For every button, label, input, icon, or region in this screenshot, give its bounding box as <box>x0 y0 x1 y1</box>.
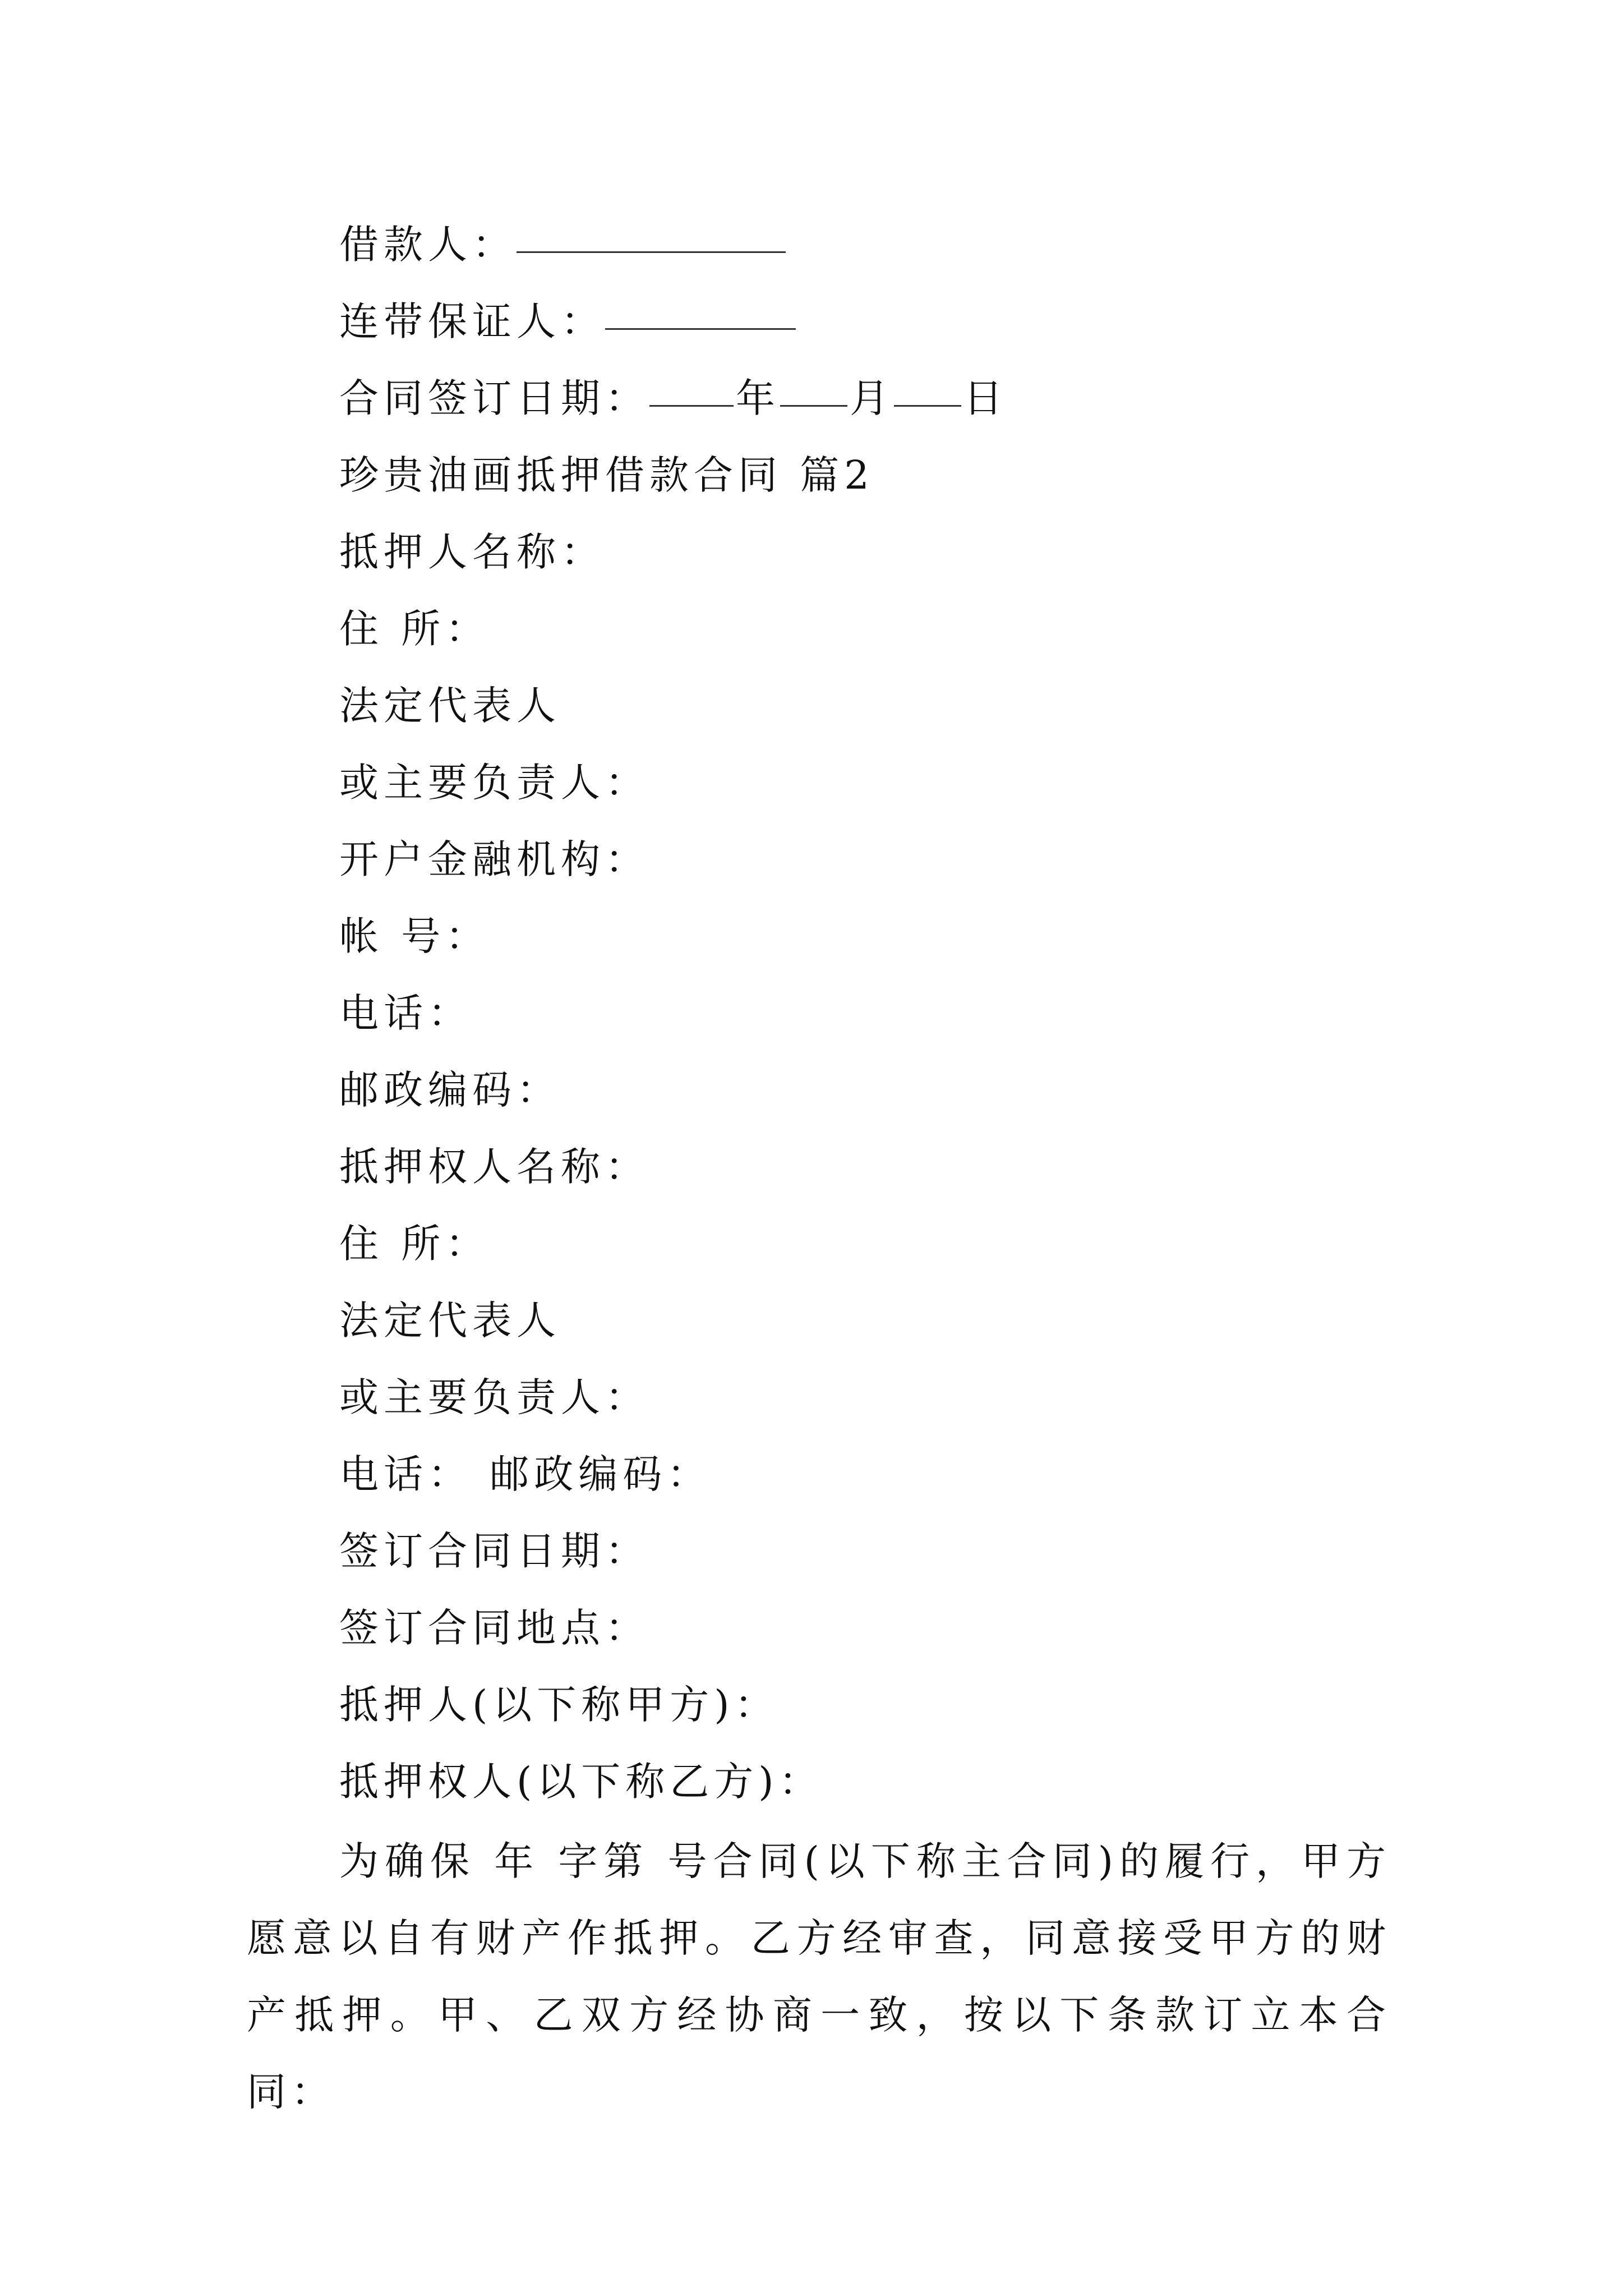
guarantor-line <box>339 293 798 349</box>
mortgagee-principal-label: 或主要负责人： <box>339 1374 649 1420</box>
mortgagor-legal-rep-label: 法定代表人 <box>339 683 561 729</box>
year-label: 年 <box>736 375 780 421</box>
mortgagor-phone-label: 电话： <box>339 990 472 1036</box>
mortgagor-name-label: 抵押人名称： <box>339 529 605 575</box>
guarantor-label: 连带保证人： <box>339 298 605 344</box>
borrower-label: 借款人： <box>339 222 517 268</box>
mortgagee-address-label: 住 所： <box>339 1221 490 1267</box>
signing-date-label: 合同签订日期： <box>339 375 649 421</box>
borrower-blank[interactable] <box>517 217 786 253</box>
contract-preamble-paragraph: 为确保 年 字第 号合同(以下称主合同)的履行，甲方愿意以自有财产作抵押。乙方经审查，同意接受甲方的财产抵押。甲、乙双方经协商一致，按以下条款订立本合同： <box>247 1838 1391 2115</box>
mortgagor-address-label: 住 所： <box>339 606 490 652</box>
section-heading: 珍贵油画抵押借款合同 篇2 <box>339 452 874 498</box>
day-blank[interactable] <box>894 370 961 407</box>
mortgagor-postcode-label: 邮政编码： <box>339 1067 561 1113</box>
party-b-label: 抵押权人(以下称乙方)： <box>339 1759 823 1805</box>
guarantor-blank[interactable] <box>605 293 796 330</box>
signing-date-label-2: 签订合同日期： <box>339 1528 649 1574</box>
mortgagee-phone-postcode-label: 电话： 邮政编码： <box>339 1451 712 1497</box>
signing-date-line <box>339 370 1008 426</box>
year-blank[interactable] <box>649 370 734 407</box>
signing-place-label: 签订合同地点： <box>339 1605 649 1651</box>
mortgagee-legal-rep-label: 法定代表人 <box>339 1297 561 1343</box>
mortgagor-account-label: 帐 号： <box>339 913 490 959</box>
mortgagor-principal-label: 或主要负责人： <box>339 760 649 806</box>
borrower-line <box>339 217 788 273</box>
month-label: 月 <box>850 375 894 421</box>
day-label: 日 <box>963 375 1008 421</box>
party-a-label: 抵押人(以下称甲方)： <box>339 1682 779 1728</box>
mortgagor-bank-label: 开户金融机构： <box>339 836 649 882</box>
month-blank[interactable] <box>780 370 847 407</box>
mortgagee-name-label: 抵押权人名称： <box>339 1144 649 1190</box>
